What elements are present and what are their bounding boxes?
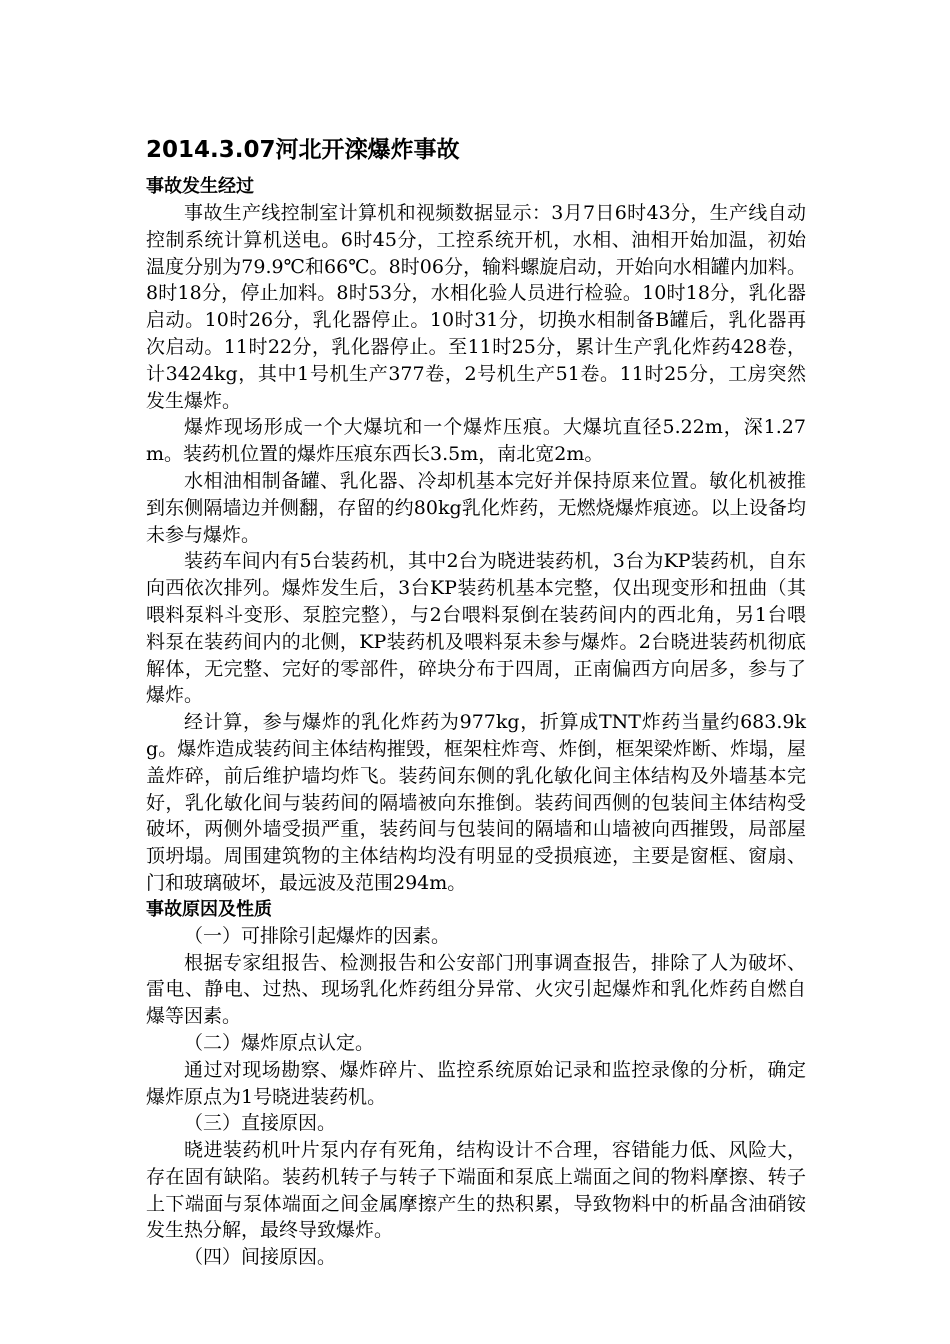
section-heading-process: 事故发生经过 xyxy=(146,176,254,197)
paragraph: 通过对现场勘察、爆炸碎片、监控系统原始记录和监控录像的分析，确定爆炸原点为1号晓进装药机。 xyxy=(146,1058,806,1108)
section-heading-cause: 事故原因及性质 xyxy=(146,898,272,920)
paragraph: 根据专家组报告、检测报告和公安部门刑事调查报告，排除了人为破坏、雷电、静电、过热、现场乳化炸药组分异常、火灾引起爆炸和乳化炸药自燃自爆等因素。 xyxy=(146,951,806,1028)
paragraph: 事故生产线控制室计算机和视频数据显示：3月7日6时43分，生产线自动控制系统计算机送电。6时45分，工控系统开机，水相、油相开始加温，初始温度分别为79.9℃和66℃。8时06分，输料螺旋启动，开始向水相罐内加料。8时18分，停止加料。8时53分，水相化验人员进行检验。10时18分，乳化器启动。10时26分，乳化器停止。10时31分，切换水相制备B罐后，乳化器再次启动。11时22分，乳化器停止。至11时25分，累计生产乳化炸药428卷，计3424kg，其中1号机生产377卷，2号机生产51卷。11时25分，工房突然发生爆炸。 xyxy=(146,202,806,412)
document-page xyxy=(146,134,806,1271)
paragraph: 爆炸现场形成一个大爆坑和一个爆炸压痕。大爆坑直径5.22m，深1.27m。装药机位置的爆炸压痕东西长3.5m，南北宽2m。 xyxy=(146,416,806,466)
subheading-paragraph: （一）可排除引起爆炸的因素。 xyxy=(184,924,451,947)
subheading-paragraph: （二）爆炸原点认定。 xyxy=(184,1031,375,1054)
subheading-paragraph: （四）间接原因。 xyxy=(184,1246,337,1269)
subheading-paragraph: （三）直接原因。 xyxy=(184,1112,337,1135)
paragraph: 装药车间内有5台装药机，其中2台为晓进装药机，3台为KP装药机，自东向西依次排列。爆炸发生后，3台KP装药机基本完整，仅出现变形和扭曲（其喂料泵料斗变形、泵腔完整），与2台喂料泵倒在装药间内的西北角，另1台喂料泵在装药间内的北侧，KP装药机及喂料泵未参与爆炸。2台晓进装药机彻底解体，无完整、完好的零部件，碎块分布于四周，正南偏西方向居多，参与了爆炸。 xyxy=(146,550,806,707)
paragraph: 晓进装药机叶片泵内存有死角，结构设计不合理，容错能力低、风险大，存在固有缺陷。装药机转子与转子下端面和泵底上端面之间的物料摩擦、转子上下端面与泵体端面之间金属摩擦产生的热积累，导致物料中的析晶含油硝铵发生热分解，最终导致爆炸。 xyxy=(146,1139,806,1242)
paragraph: 水相油相制备罐、乳化器、冷却机基本完好并保持原来位置。敏化机被推到东侧隔墙边并侧翻，存留的约80kg乳化炸药，无燃烧爆炸痕迹。以上设备均未参与爆炸。 xyxy=(146,469,806,546)
document-title: 2014.3.07河北开滦爆炸事故 xyxy=(146,137,460,163)
paragraph: 经计算，参与爆炸的乳化炸药为977kg，折算成TNT炸药当量约683.9kg。爆炸造成装药间主体结构摧毁，框架柱炸弯、炸倒，框架梁炸断、炸塌，屋盖炸碎，前后维护墙均炸飞。装药间东侧的乳化敏化间主体结构及外墙基本完好，乳化敏化间与装药间的隔墙被向东推倒。装药间西侧的包装间主体结构受破坏，两侧外墙受损严重，装药间与包装间的隔墙和山墙被向西摧毁，局部屋顶坍塌。周围建筑物的主体结构均没有明显的受损痕迹，主要是窗框、窗扇、门和玻璃破坏，最远波及范围294m。 xyxy=(146,711,806,894)
